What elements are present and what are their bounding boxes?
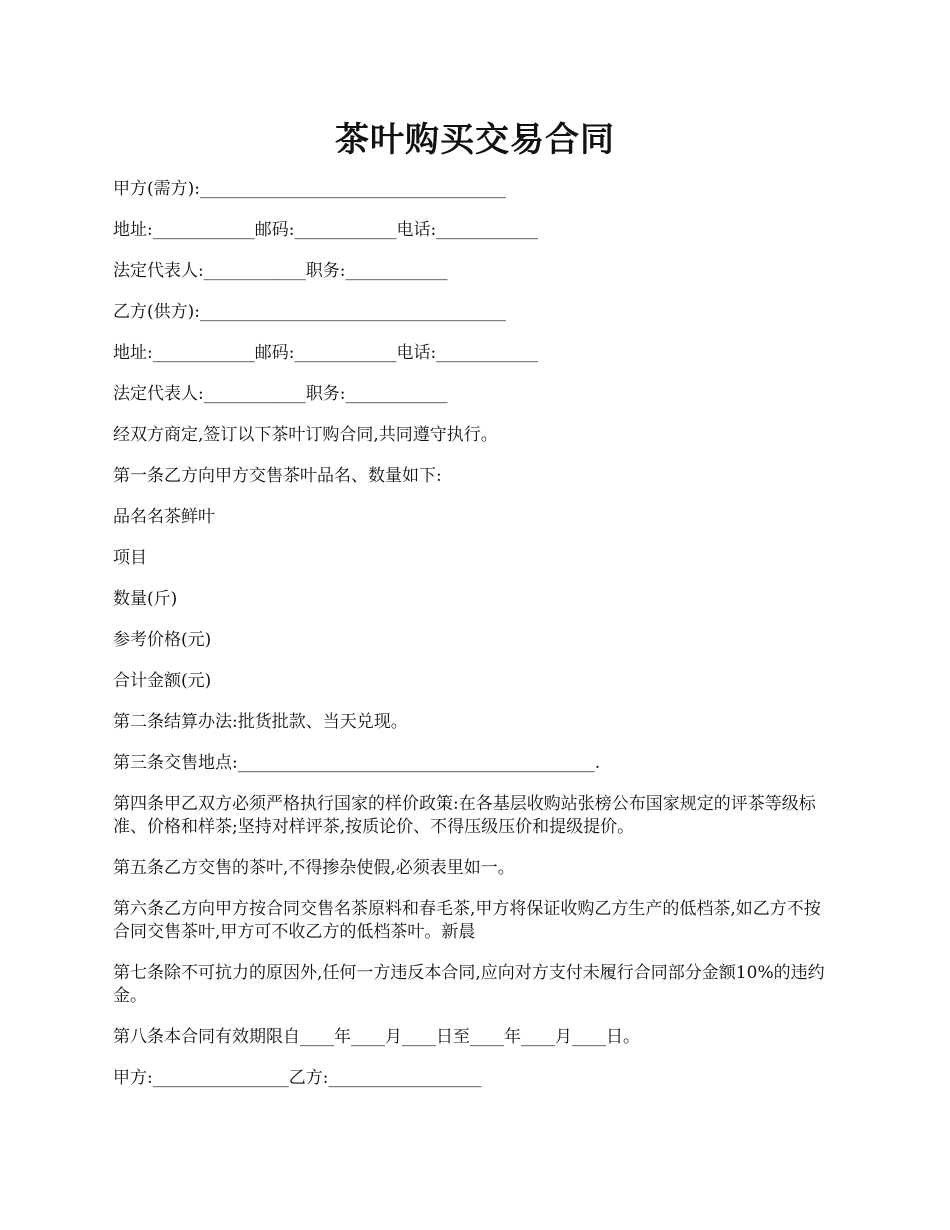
article-5: 第五条乙方交售的茶叶,不得掺杂使假,必须表里如一。 — [113, 858, 515, 878]
article-4: 第四条甲乙双方必须严格执行国家的样价政策:在各基层收购站张榜公布国家规定的评茶等级标准、价格和样茶;坚持对样评茶,按质论价、不得压级压价和提级提价。 — [113, 794, 816, 837]
article-6: 第六条乙方向甲方按合同交售名茶原料和春毛茶,甲方将保证收购乙方生产的低档茶,如乙方不按合同交售茶叶,甲方可不收乙方的低档茶叶。新晨 — [113, 899, 821, 942]
total-amount-label: 合计金额(元) — [113, 671, 212, 691]
party-b-line: 乙方(供方):____________________________________ — [113, 302, 506, 322]
party-a-line: 甲方(需方):____________________________________ — [113, 179, 506, 199]
article-3: 第三条交售地点:__________________________________________. — [113, 753, 601, 773]
article-8: 第八条本合同有效期限自____年____月____日至____年____月____日。 — [113, 1027, 640, 1047]
party-b-representative-line: 法定代表人:____________职务:____________ — [113, 384, 448, 404]
product-name: 品名名茶鲜叶 — [113, 507, 215, 527]
party-a-address-line: 地址:____________邮码:____________电话:____________ — [113, 220, 539, 240]
signature-line: 甲方:________________乙方:__________________ — [113, 1068, 482, 1088]
document-body — [113, 178, 835, 1108]
party-b-address-line: 地址:____________邮码:____________电话:____________ — [113, 343, 539, 363]
party-a-representative-line: 法定代表人:____________职务:____________ — [113, 261, 448, 281]
article-2: 第二条结算办法:批货批款、当天兑现。 — [113, 712, 408, 732]
agreement-intro: 经双方商定,签订以下茶叶订购合同,共同遵守执行。 — [113, 425, 498, 445]
document-title: 茶叶购买交易合同 — [335, 120, 615, 160]
reference-price-label: 参考价格(元) — [113, 630, 212, 650]
article-7: 第七条除不可抗力的原因外,任何一方违反本合同,应向对方支付未履行合同部分金额10%的违约金。 — [113, 963, 825, 1006]
quantity-label: 数量(斤) — [113, 589, 178, 609]
article-1: 第一条乙方向甲方交售茶叶品名、数量如下: — [113, 466, 442, 486]
item-label: 项目 — [113, 548, 147, 568]
